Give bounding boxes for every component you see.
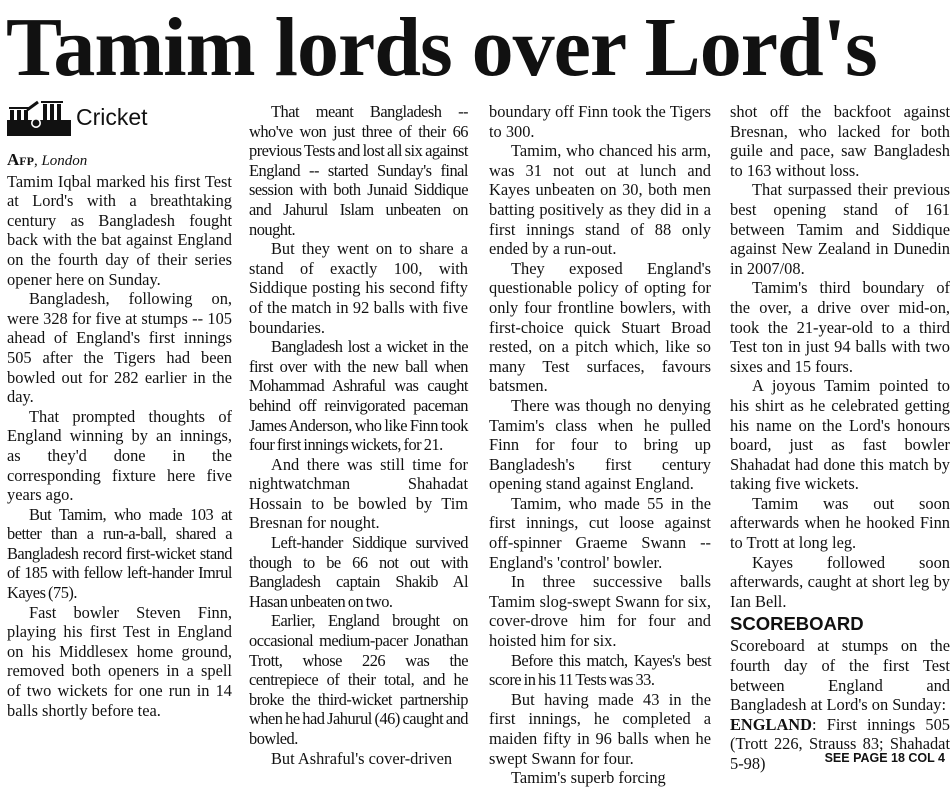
article-paragraph: Tamim Iqbal marked his first Test at Lord's with a breathtaking century as Bangladesh fought back with the bat against England on the fourth day of their series opener here on Sunday.	[7, 171, 232, 289]
article-paragraph: But having made 43 in the first innings, he completed a maiden fifty in 96 balls when he swept Swann for four.	[489, 689, 711, 768]
article-column-1	[7, 100, 232, 772]
section-logo	[7, 100, 232, 136]
headline: Tamim lords over Lord's	[6, 1, 877, 94]
article-paragraph: But they went on to share a stand of exactly 100, with Siddique posting his second fifty of the match in 92 balls with five boundaries.	[249, 239, 468, 337]
scoreboard-heading: SCOREBOARD	[730, 613, 864, 635]
byline: Afp, London	[7, 150, 88, 169]
article-column-4	[730, 102, 950, 774]
article-paragraph: There was though no denying Tamim's class when he pulled Finn for four to bring up Bangladesh's first century opening stand against England.	[489, 395, 711, 494]
article-column-3	[489, 102, 711, 788]
scoreboard-intro: Scoreboard at stumps on the fourth day of the first Test between England and Bangladesh at Lord's on Sunday:	[730, 636, 950, 715]
article-paragraph: Bangladesh lost a wicket in the first over with the new ball when Mohammad Ashraful was caught behind off reinvigorated paceman James Anderson, who like Finn took four first innings wickets, for 21.	[249, 337, 468, 455]
article-paragraph: Tamim, who chanced his arm, was 31 not out at lunch and Kayes unbeaten on 30, both men batting positively as they did in a first innings stand of 88 only ended by a run-out.	[489, 141, 711, 259]
article-paragraph: Left-hander Siddique survived though to be 66 not out with Bangladesh captain Shakib Al Hasan unbeaten on two.	[249, 533, 468, 611]
article-paragraph: But Ashraful's cover-driven	[271, 748, 453, 768]
article-paragraph: Tamim's superb forcing	[511, 768, 666, 788]
article-paragraph: Fast bowler Steven Finn, playing his first Test in England on his Middlesex home ground, removed both openers in a spell of two wickets for one run in 14 balls shortly before tea.	[7, 602, 232, 720]
article-paragraph: But Tamim, who made 103 at better than a run-a-ball, shared a Bangladesh record first-wicket stand of 185 with fellow left-hander Imrul Kayes (75).	[7, 504, 232, 603]
article-paragraph: Bangladesh, following on, were 328 for five at stumps -- 105 ahead of England's first innings 505 after the Tigers had been bowled out for 282 earlier in the day.	[7, 289, 232, 407]
article-paragraph: In three successive balls Tamim slog-swept Swann for six, cover-drove him for four and hoisted him for six.	[489, 572, 711, 651]
article-paragraph: They exposed England's questionable policy of opting for only four frontline bowlers, with first-choice quick Stuart Broad rested, on a pitch which, like so many Test surfaces, favours batsmen.	[489, 258, 711, 396]
section-label: Cricket	[76, 104, 148, 131]
scoreboard-detail: : First innings 505 (Trott 226, Strauss 83; Shahadat 5-98)	[730, 714, 950, 773]
article-paragraph: A joyous Tamim pointed to his shirt as he celebrated getting his name on the Lord's honours board, just as fast bowler Shahadat had done this match by taking five wickets.	[730, 376, 950, 494]
article-paragraph: Tamim's third boundary of the over, a drive over mid-on, took the 21-year-old to a third Test ton in just 94 balls with two sixes and 15 fours.	[730, 278, 950, 376]
article-paragraph: Earlier, England brought on occasional medium-pacer Jonathan Trott, whose 226 was the centrepiece of their total, and he broke the third-wicket partnership when he had Jahurul (46) caught and bowled.	[249, 611, 468, 748]
article-paragraph: Before this match, Kayes's best score in his 11 Tests was 33.	[489, 650, 711, 690]
scoreboard-team: ENGLAND	[730, 714, 812, 734]
article-paragraph: That prompted thoughts of England winning by an innings, as they'd done in the corresponding fixture here five years ago.	[7, 406, 232, 505]
article-paragraph: And there was still time for nightwatchman Shahadat Hossain to be bowled by Tim Bresnan for nought.	[249, 454, 468, 533]
article-column-2	[249, 102, 468, 774]
byline-place: London	[41, 153, 88, 169]
article-paragraph: That meant Bangladesh -- who've won just three of their 66 previous Tests and lost all six against England -- started Sunday's final session with both Junaid Siddique and Jahurul Islam unbeaten on nought.	[249, 102, 468, 239]
article-paragraph: Kayes followed soon afterwards, caught at short leg by Ian Bell.	[730, 552, 950, 611]
article-paragraph: Tamim was out soon afterwards when he hooked Finn to Trott at long leg.	[730, 493, 950, 553]
article-paragraph: shot off the backfoot against Bresnan, who lacked for both guile and pace, saw Bangladesh to 163 without loss.	[730, 102, 950, 180]
article-paragraph: Tamim, who made 55 in the first innings, cut loose against off-spinner Graeme Swann -- England's 'control' bowler.	[489, 493, 711, 572]
article-paragraph: boundary off Finn took the Tigers to 300.	[489, 102, 711, 141]
byline-agency: Afp	[7, 150, 34, 169]
continuation-note: SEE PAGE 18 COL 4	[824, 751, 945, 765]
article-paragraph: That surpassed their previous best opening stand of 161 between Tamim and Siddique against New Zealand in Dunedin in 2007/08.	[730, 180, 950, 278]
cricket-stumps-icon	[7, 100, 71, 136]
